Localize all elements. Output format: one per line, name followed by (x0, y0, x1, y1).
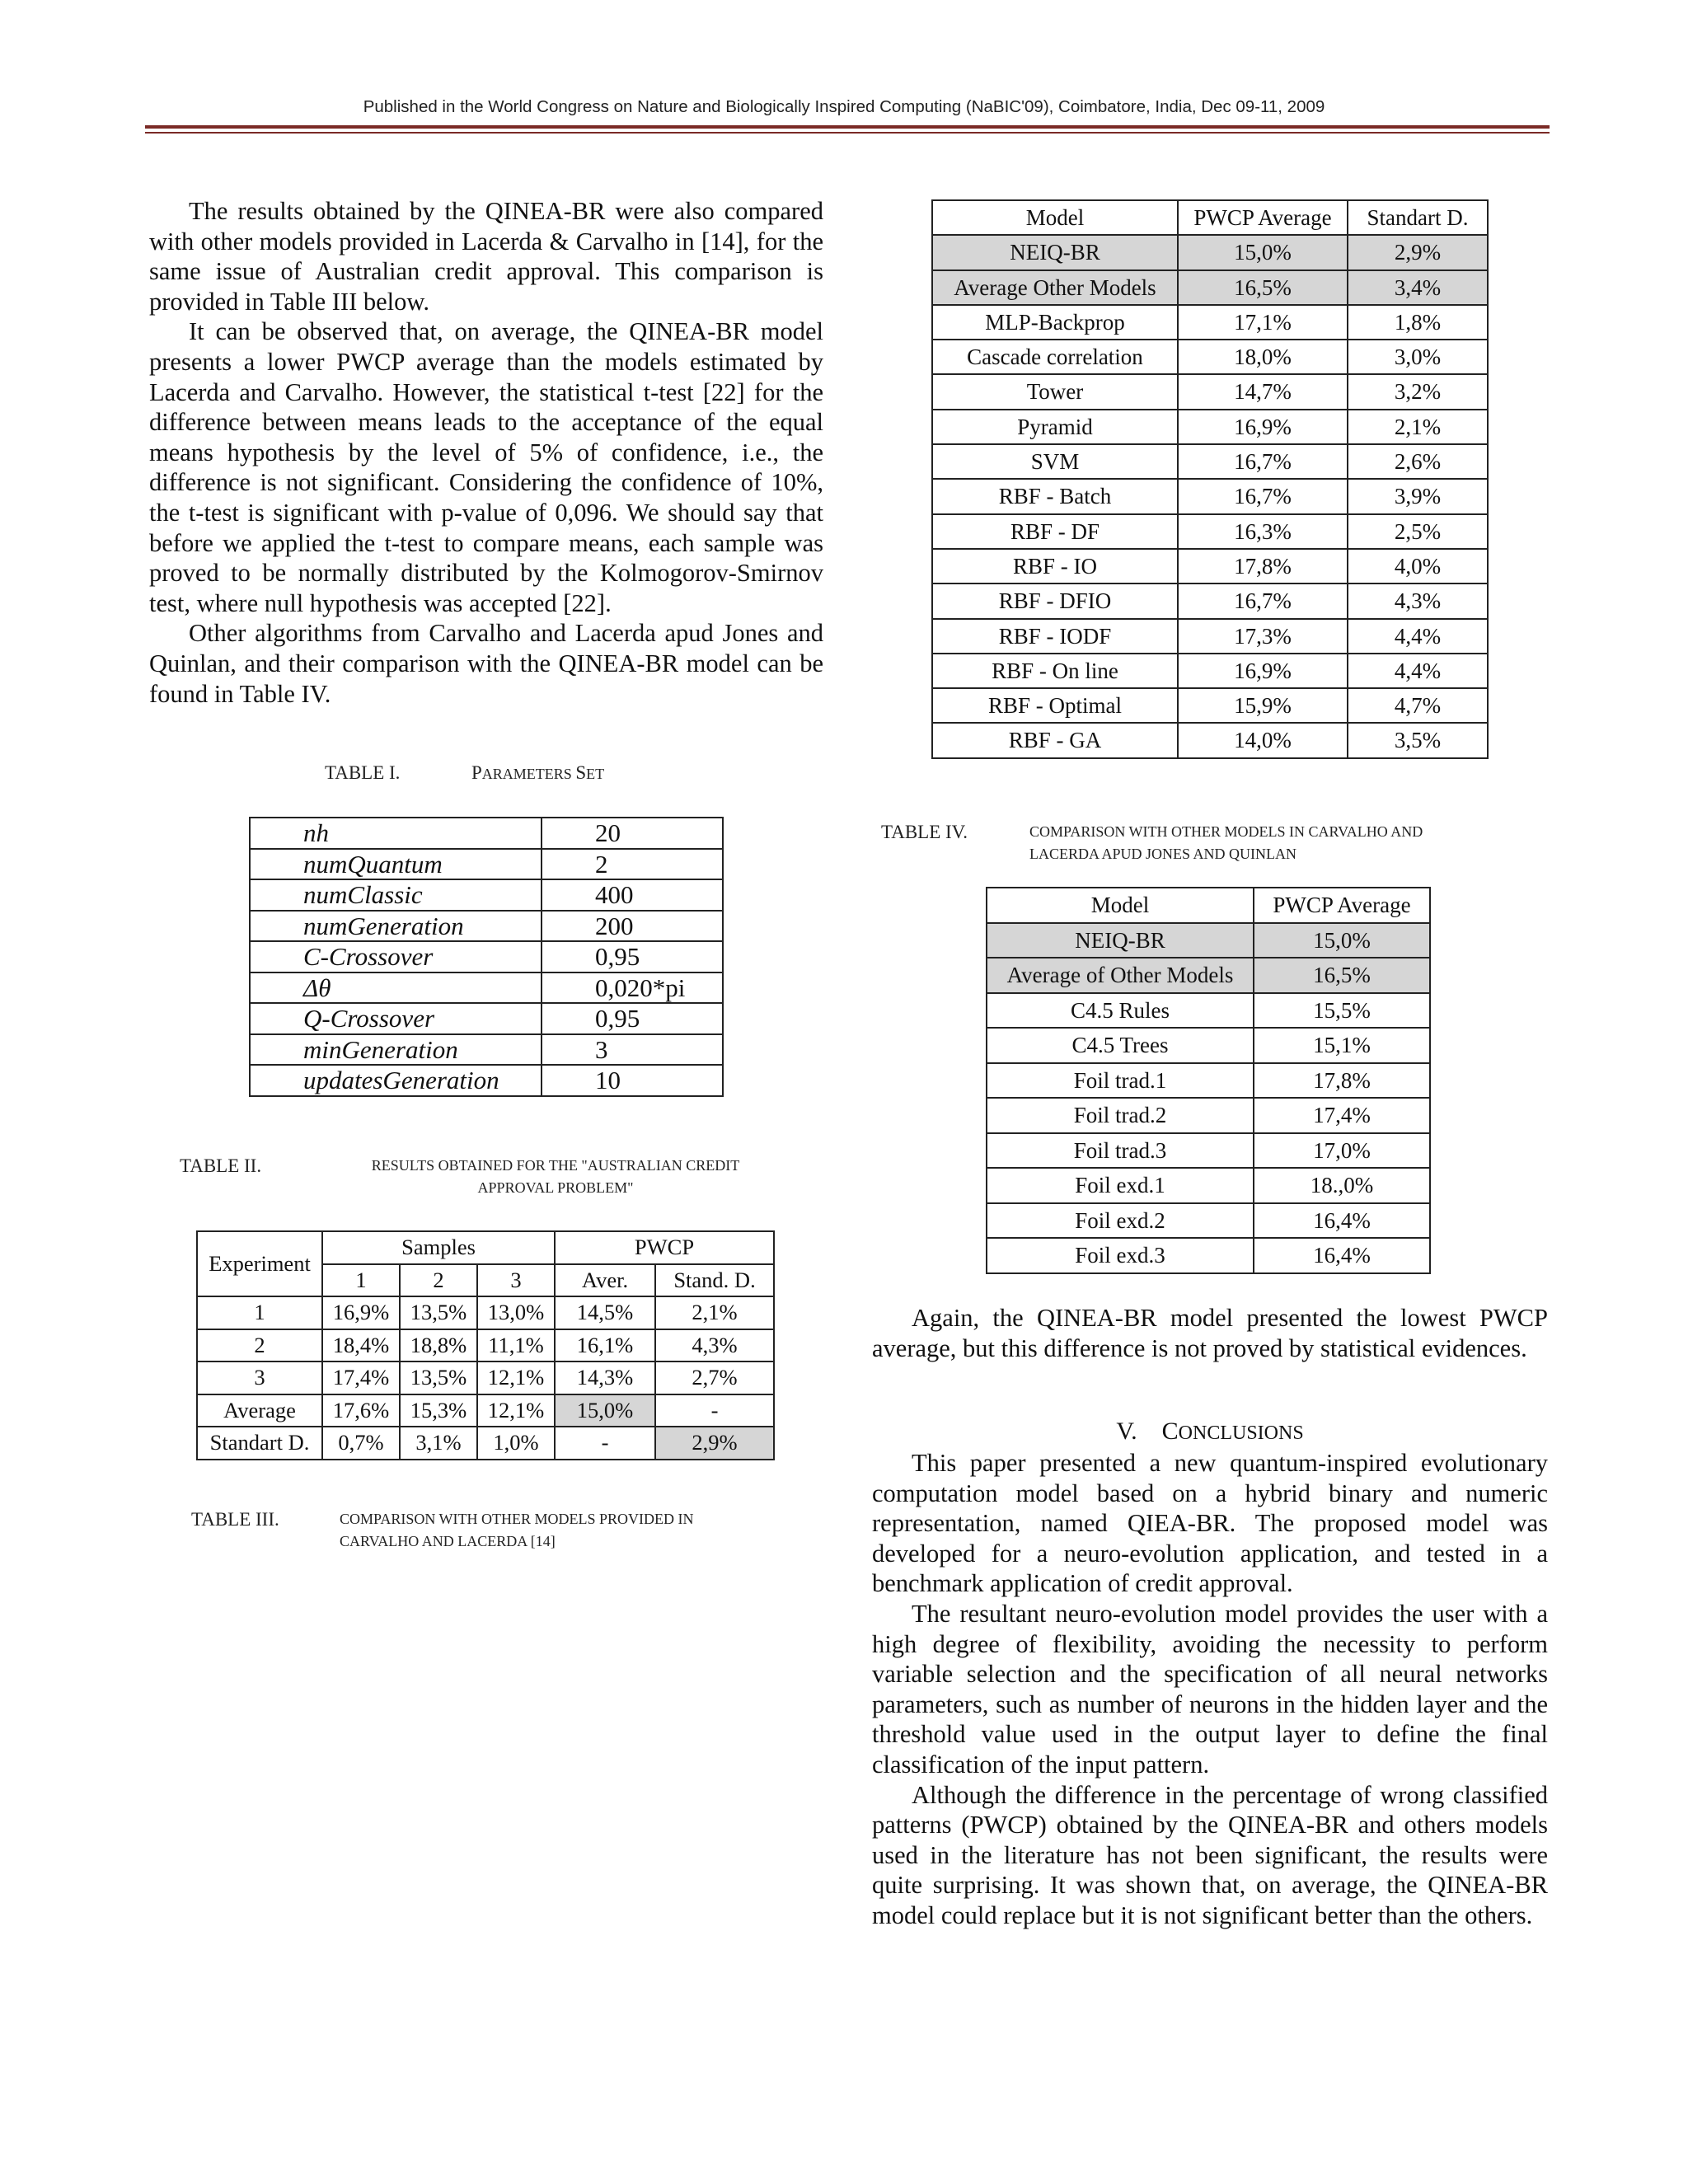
table2-label: TABLE II. (180, 1155, 262, 1176)
table-cell: 16,7% (1178, 479, 1348, 513)
right-column-text (872, 1303, 1548, 1363)
parameter-name: numGeneration (250, 911, 542, 942)
table-row (987, 1238, 1430, 1273)
table-cell: 2,1% (655, 1296, 774, 1329)
table4-title: COMPARISON WITH OTHER MODELS IN CARVALHO AND LACERDA APUD JONES AND QUINLAN (1029, 823, 1423, 862)
table-row (932, 374, 1488, 409)
running-header: Published in the World Congress on Nature and Biologically Inspired Computing (NaBIC'09), Coimbatore, India, Dec 09-11, 2009 (363, 97, 1325, 116)
parameter-value: 10 (542, 1065, 723, 1096)
table-row (932, 479, 1488, 513)
table-cell: 18,8% (400, 1329, 477, 1362)
table-cell: RBF - IODF (932, 619, 1178, 654)
table-cell: NEIQ-BR (932, 235, 1178, 269)
table-row (932, 549, 1488, 583)
parameter-name: Δθ (250, 972, 542, 1004)
table-row (987, 1063, 1430, 1099)
table-cell: Foil trad.2 (987, 1098, 1254, 1133)
table-row (250, 941, 723, 972)
table-cell: 2,9% (655, 1427, 774, 1460)
table-row (932, 514, 1488, 549)
table-cell: 14,7% (1178, 374, 1348, 409)
table-cell: 13,0% (477, 1296, 555, 1329)
table-cell: C4.5 Rules (987, 993, 1254, 1029)
table-cell: RBF - On line (932, 654, 1178, 688)
table-row (250, 879, 723, 911)
conclusions-text (872, 1448, 1548, 1931)
table-cell: 12,1% (477, 1394, 555, 1427)
table3-title: COMPARISON WITH OTHER MODELS PROVIDED IN CARVALHO AND LACERDA [14] (340, 1511, 694, 1549)
parameter-name: C-Crossover (250, 941, 542, 972)
table-cell: 17,0% (1254, 1133, 1430, 1169)
table-row (987, 993, 1430, 1029)
results-table (196, 1230, 775, 1460)
column-header: PWCP Average (1178, 200, 1348, 235)
parameter-name: minGeneration (250, 1034, 542, 1066)
table-row (932, 410, 1488, 444)
table-cell: 4,3% (655, 1329, 774, 1362)
table-cell: 14,5% (555, 1296, 655, 1329)
parameters-table (249, 817, 724, 1097)
parameter-name: nh (250, 818, 542, 849)
table-row (932, 270, 1488, 305)
table-cell: 13,5% (400, 1296, 477, 1329)
table-cell: C4.5 Trees (987, 1028, 1254, 1063)
table-cell: Foil exd.2 (987, 1203, 1254, 1239)
table4-label: TABLE IV. (881, 822, 968, 842)
table-row (932, 688, 1488, 723)
table-cell: Pyramid (932, 410, 1178, 444)
column-header: PWCP Average (1254, 888, 1430, 923)
table-row (932, 654, 1488, 688)
table-row (197, 1394, 774, 1427)
parameter-value: 0,95 (542, 941, 723, 972)
parameter-value: 20 (542, 818, 723, 849)
table-row (932, 619, 1488, 654)
table-cell: 16,9% (1178, 410, 1348, 444)
table-cell: Cascade correlation (932, 340, 1178, 374)
table-cell: 2,9% (1348, 235, 1488, 269)
table-cell: 14,3% (555, 1361, 655, 1394)
header-aver: Aver. (555, 1264, 655, 1297)
header-pwcp: PWCP (555, 1231, 774, 1264)
header-sample-2: 2 (400, 1264, 477, 1297)
table-row (987, 923, 1430, 958)
table-cell: 3,0% (1348, 340, 1488, 374)
table-row (250, 972, 723, 1004)
table3-label: TABLE III. (191, 1509, 279, 1530)
table-cell: Foil exd.3 (987, 1238, 1254, 1273)
table-cell: 18.,0% (1254, 1168, 1430, 1203)
paragraph: Again, the QINEA-BR model presented the lowest PWCP average, but this difference is not proved by statistical evidences. (872, 1304, 1548, 1362)
comparison-table-4 (986, 887, 1431, 1274)
comparison-table-3 (931, 199, 1489, 759)
table-cell: 3,1% (400, 1427, 477, 1460)
header-sample-1: 1 (322, 1264, 400, 1297)
table-cell: 2,6% (1348, 444, 1488, 479)
table-cell: MLP-Backprop (932, 305, 1178, 340)
table1-label: TABLE I. (325, 762, 401, 783)
paragraph: Although the difference in the percentage of wrong classified patterns (PWCP) obtained by the QINEA-BR and others models used in the literature has not been significant, the results were quite surprising. It was shown that, on average, the QINEA-BR model could replace but it is not significant better than the others. (872, 1780, 1548, 1929)
table-cell: SVM (932, 444, 1178, 479)
table-row (987, 1133, 1430, 1169)
header-experiment: Experiment (197, 1231, 322, 1296)
table-cell: 0,7% (322, 1427, 400, 1460)
table-cell: 16,9% (1178, 654, 1348, 688)
table-cell: 16,5% (1254, 958, 1430, 993)
table-cell: 18,4% (322, 1329, 400, 1362)
table-cell: Average (197, 1394, 322, 1427)
table-cell: 17,4% (322, 1361, 400, 1394)
table-row (250, 849, 723, 880)
table-row (197, 1361, 774, 1394)
table-cell: 17,8% (1178, 549, 1348, 583)
table-cell: Tower (932, 374, 1178, 409)
header-rule-thin (145, 132, 1550, 134)
table1-title: PARAMETERS SET (471, 762, 605, 783)
column-header: Model (932, 200, 1178, 235)
table-row (987, 1203, 1430, 1239)
section-heading-conclusions: V. CONCLUSIONS (1116, 1418, 1304, 1445)
parameter-value: 2 (542, 849, 723, 880)
table-row (250, 1003, 723, 1034)
table-row (932, 235, 1488, 269)
table-cell: 4,3% (1348, 583, 1488, 618)
table-row (987, 1168, 1430, 1203)
table-cell: 16,5% (1178, 270, 1348, 305)
table-cell: 2,1% (1348, 410, 1488, 444)
table-cell: 2 (197, 1329, 322, 1362)
parameter-value: 0,020*pi (542, 972, 723, 1004)
table-row (250, 1065, 723, 1096)
table-cell: 15,0% (555, 1394, 655, 1427)
table-cell: RBF - Batch (932, 479, 1178, 513)
table-cell: - (655, 1394, 774, 1427)
left-column-text (149, 196, 823, 709)
table-cell: 15,3% (400, 1394, 477, 1427)
table-cell: Foil exd.1 (987, 1168, 1254, 1203)
table-cell: 16,7% (1178, 583, 1348, 618)
table-header-row (987, 888, 1430, 923)
table-cell: 17,6% (322, 1394, 400, 1427)
table-cell: 4,0% (1348, 549, 1488, 583)
header-samples: Samples (322, 1231, 555, 1264)
table-cell: 4,7% (1348, 688, 1488, 723)
parameter-value: 3 (542, 1034, 723, 1066)
table-cell: NEIQ-BR (987, 923, 1254, 958)
parameter-value: 0,95 (542, 1003, 723, 1034)
table-cell: 17,1% (1178, 305, 1348, 340)
table-cell: 1,0% (477, 1427, 555, 1460)
table-cell: 15,9% (1178, 688, 1348, 723)
table-cell: 16,3% (1178, 514, 1348, 549)
table-row (987, 1098, 1430, 1133)
parameter-value: 200 (542, 911, 723, 942)
table-cell: 2,7% (655, 1361, 774, 1394)
parameter-value: 400 (542, 879, 723, 911)
header-rule-thick (145, 125, 1550, 129)
table-row (987, 1028, 1430, 1063)
table-row (197, 1329, 774, 1362)
table-cell: 14,0% (1178, 723, 1348, 757)
table-row (250, 1034, 723, 1066)
table-cell: Average Other Models (932, 270, 1178, 305)
table-cell: 17,8% (1254, 1063, 1430, 1099)
parameter-name: updatesGeneration (250, 1065, 542, 1096)
table-cell: 3,9% (1348, 479, 1488, 513)
table-cell: 12,1% (477, 1361, 555, 1394)
parameter-name: numQuantum (250, 849, 542, 880)
table-cell: - (555, 1427, 655, 1460)
table-cell: RBF - DF (932, 514, 1178, 549)
table-row (932, 723, 1488, 757)
table-cell: 1,8% (1348, 305, 1488, 340)
table-cell: RBF - GA (932, 723, 1178, 757)
table-cell: Foil trad.3 (987, 1133, 1254, 1169)
table-row (987, 958, 1430, 993)
table-cell: Standart D. (197, 1427, 322, 1460)
table-cell: 15,0% (1178, 235, 1348, 269)
table-cell: 16,4% (1254, 1238, 1430, 1273)
table-cell: 16,1% (555, 1329, 655, 1362)
table-row (932, 340, 1488, 374)
table-cell: 13,5% (400, 1361, 477, 1394)
table2-title: RESULTS OBTAINED FOR THE "AUSTRALIAN CREDIT APPROVAL PROBLEM" (371, 1157, 740, 1196)
table-cell: 17,3% (1178, 619, 1348, 654)
table-cell: RBF - DFIO (932, 583, 1178, 618)
table-row (932, 444, 1488, 479)
paragraph: The results obtained by the QINEA-BR were also compared with other models provided in Lacerda & Carvalho in [14], for the same issue of Australian credit approval. This comparison is provided in Table III below. (149, 197, 823, 316)
table-row (932, 583, 1488, 618)
column-header: Model (987, 888, 1254, 923)
table-row (250, 818, 723, 849)
parameter-name: Q-Crossover (250, 1003, 542, 1034)
table-cell: 1 (197, 1296, 322, 1329)
table-cell: 3,4% (1348, 270, 1488, 305)
paragraph: It can be observed that, on average, the QINEA-BR model presents a lower PWCP average than the models estimated by Lacerda and Carvalho. However, the statistical t-test [22] for the difference between means leads to the acceptance of the equal means hypothesis by the level of 5% of confidence, i.e., the difference is not significant. Considering the confidence of 10%, the t-test is significant with p-value of 0,096. We should say that before we applied the t-test to compare means, each sample was proved to be normally distributed by the Kolmogorov-Smirnov test, where null hypothesis was accepted [22]. (149, 317, 823, 617)
table-cell: 3,2% (1348, 374, 1488, 409)
table-cell: 15,1% (1254, 1028, 1430, 1063)
table-header-row (932, 200, 1488, 235)
table-cell: Average of Other Models (987, 958, 1254, 993)
table-cell: RBF - Optimal (932, 688, 1178, 723)
header-stand: Stand. D. (655, 1264, 774, 1297)
paragraph: The resultant neuro-evolution model provides the user with a high degree of flexibility, avoiding the necessity to perform variable selection and the specification of all neural networks parameters, such as number of neurons in the hidden layer and the threshold value used in the output layer to define the final classification of the input pattern. (872, 1599, 1548, 1779)
table-cell: Foil trad.1 (987, 1063, 1254, 1099)
table-cell: 16,4% (1254, 1203, 1430, 1239)
parameter-name: numClassic (250, 879, 542, 911)
table-cell: 2,5% (1348, 514, 1488, 549)
table-cell: 18,0% (1178, 340, 1348, 374)
table-cell: 4,4% (1348, 654, 1488, 688)
table-cell: 11,1% (477, 1329, 555, 1362)
table-cell: 4,4% (1348, 619, 1488, 654)
column-header: Standart D. (1348, 200, 1488, 235)
table-cell: 15,0% (1254, 923, 1430, 958)
table-cell: 16,7% (1178, 444, 1348, 479)
header-sample-3: 3 (477, 1264, 555, 1297)
table-cell: 3,5% (1348, 723, 1488, 757)
table-cell: 16,9% (322, 1296, 400, 1329)
paragraph: Other algorithms from Carvalho and Lacerda apud Jones and Quinlan, and their comparison with the QINEA-BR model can be found in Table IV. (149, 619, 823, 708)
table-row (197, 1427, 774, 1460)
table-row (250, 911, 723, 942)
table-row (197, 1296, 774, 1329)
paragraph: This paper presented a new quantum-inspired evolutionary computation model based on a hybrid binary and numeric representation, named QIEA-BR. The proposed model was developed for a neuro-evolution application, and tested in a benchmark application of credit approval. (872, 1449, 1548, 1598)
table-cell: 15,5% (1254, 993, 1430, 1029)
table-row (932, 305, 1488, 340)
table-cell: 3 (197, 1361, 322, 1394)
table-cell: 17,4% (1254, 1098, 1430, 1133)
table-cell: RBF - IO (932, 549, 1178, 583)
